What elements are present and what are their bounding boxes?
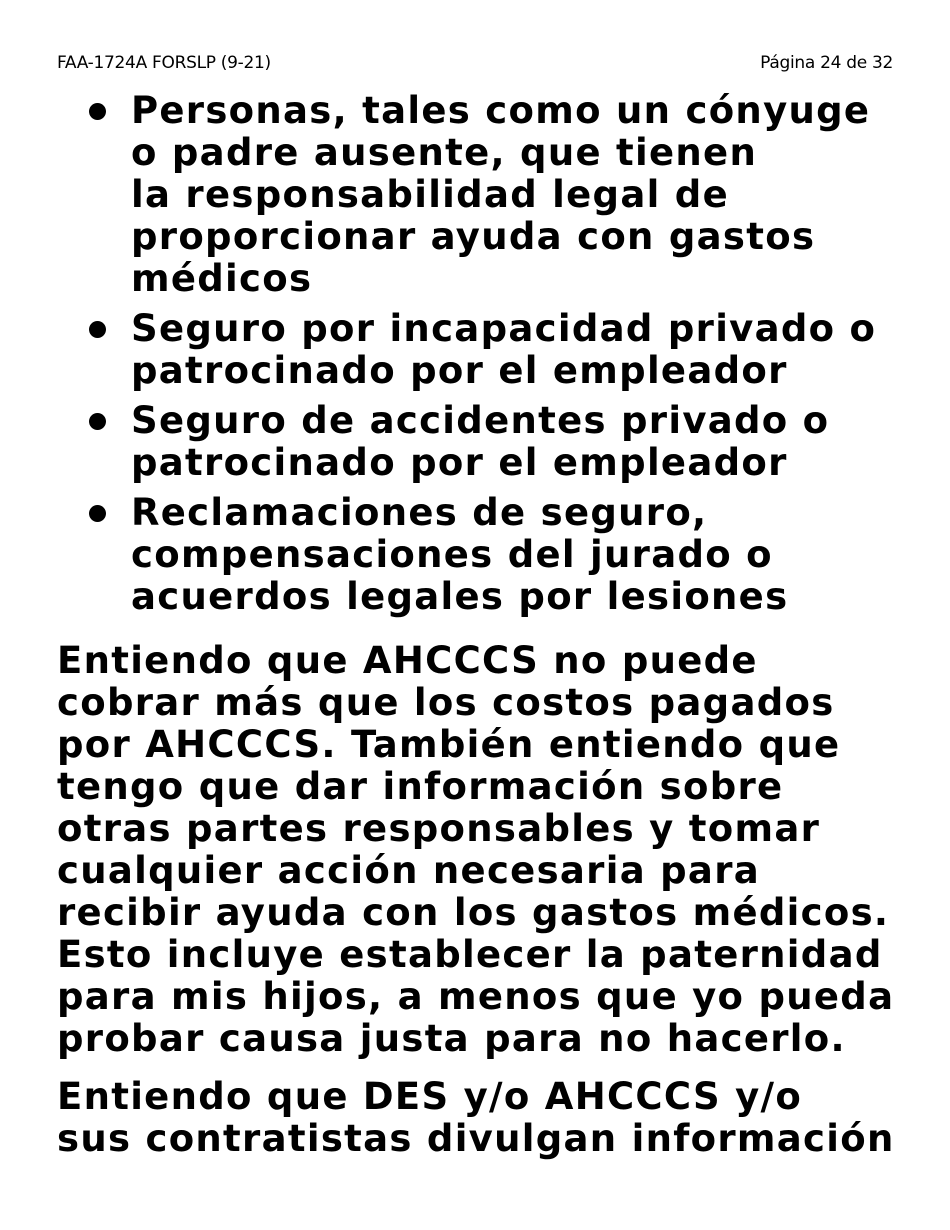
information-disclosure-paragraph [57, 1076, 917, 1160]
page-header [57, 51, 893, 75]
ahcccs-cost-paragraph [57, 640, 917, 1060]
text-line: Esto incluye establecer la paternidad [57, 933, 883, 976]
text-line: acuerdos legales por lesiones [131, 575, 789, 618]
text-line: Seguro de accidentes privado o [131, 399, 830, 442]
bullet-icon [89, 321, 106, 338]
text-line: Entiendo que AHCCCS no puede [57, 639, 758, 682]
list-item [57, 308, 917, 392]
text-line: para mis hijos, a menos que yo pueda [57, 975, 895, 1018]
bullet-icon [89, 505, 106, 522]
text-line: cualquier acción necesaria para [57, 849, 761, 892]
text-line: patrocinado por el empleador [131, 441, 788, 484]
bullet-icon [89, 413, 106, 430]
responsible-parties-list [57, 90, 917, 618]
text-line: Entiendo que DES y/o AHCCCS y/o [57, 1075, 803, 1118]
text-line: Seguro por incapacidad privado o [131, 307, 877, 350]
text-line: la responsabilidad legal de [131, 173, 729, 216]
text-line: Reclamaciones de seguro, [131, 491, 708, 534]
bullet-icon [89, 103, 106, 120]
text-line: médicos [131, 257, 313, 300]
text-line: recibir ayuda con los gastos médicos. [57, 891, 890, 934]
form-id: FAA-1724A FORSLP (9-21) [57, 53, 271, 73]
text-line: otras partes responsables y tomar [57, 807, 821, 850]
text-line: sus contratistas divulgan información [57, 1117, 895, 1160]
text-line: tengo que dar información sobre [57, 765, 784, 808]
list-item [57, 400, 917, 484]
page-number: Página 24 de 32 [760, 53, 893, 73]
document-body [57, 90, 917, 1160]
text-line: compensaciones del jurado o [131, 533, 773, 576]
text-line: o padre ausente, que tienen [131, 131, 758, 174]
text-line: por AHCCCS. También entiendo que [57, 723, 841, 766]
text-line: proporcionar ayuda con gastos [131, 215, 816, 258]
text-line: probar causa justa para no hacerlo. [57, 1017, 846, 1060]
text-line: cobrar más que los costos pagados [57, 681, 835, 724]
text-line: patrocinado por el empleador [131, 349, 788, 392]
list-item [57, 90, 917, 300]
text-line: Personas, tales como un cónyuge [131, 89, 871, 132]
list-item [57, 492, 917, 618]
